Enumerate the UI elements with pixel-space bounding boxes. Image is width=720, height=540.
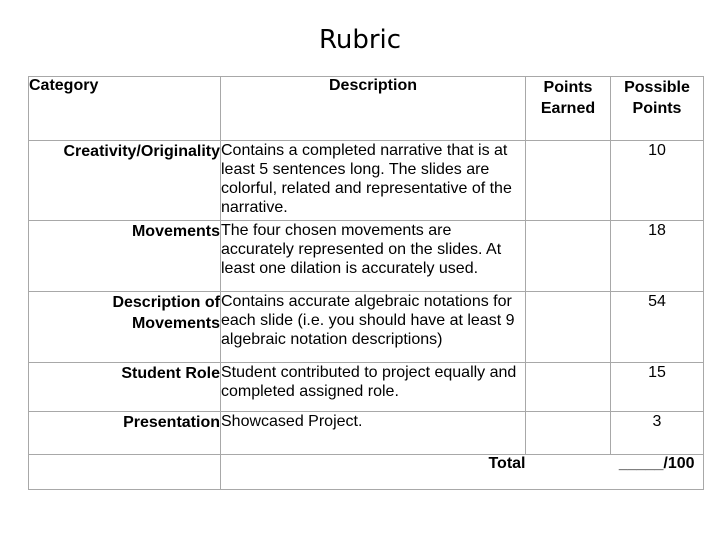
row-points-earned bbox=[526, 412, 611, 455]
row-category-line1: Movements bbox=[131, 223, 220, 240]
header-points-earned-line2: Earned bbox=[540, 100, 596, 117]
header-description-label: Description bbox=[328, 77, 417, 94]
table-row bbox=[29, 221, 704, 292]
header-description bbox=[221, 77, 526, 141]
header-row bbox=[29, 77, 704, 141]
row-points-earned bbox=[526, 363, 611, 412]
total-row-blank-earned bbox=[526, 455, 611, 490]
row-possible-points bbox=[611, 141, 704, 221]
row-possible-points-value: 54 bbox=[648, 293, 666, 310]
row-possible-points-value: 18 bbox=[648, 222, 666, 239]
row-category-line1: Presentation bbox=[123, 414, 220, 431]
row-possible-points bbox=[611, 412, 704, 455]
header-points-earned bbox=[526, 77, 611, 141]
row-description: Student contributed to project equally and completed assigned role. bbox=[221, 363, 526, 412]
page-title: Rubric bbox=[318, 25, 402, 55]
total-label: Total bbox=[221, 455, 526, 490]
row-category-line1: Description of bbox=[112, 294, 220, 311]
row-description: Showcased Project. bbox=[221, 412, 526, 455]
total-row-blank-category bbox=[29, 455, 221, 490]
row-points-earned bbox=[526, 292, 611, 363]
row-category-line1: Student Role bbox=[121, 365, 220, 382]
row-description: Contains accurate algebraic notations for each slide (i.e. you should have at least 9 algebraic notation descriptions) bbox=[221, 292, 526, 363]
rubric-table bbox=[28, 76, 704, 490]
row-points-earned bbox=[526, 141, 611, 221]
row-category bbox=[29, 363, 221, 412]
row-description: The four chosen movements are accurately represented on the slides. At least one dilation is accurately used. bbox=[221, 221, 526, 292]
table-row bbox=[29, 412, 704, 455]
header-category bbox=[29, 77, 221, 141]
row-category-line2: Movements bbox=[131, 315, 220, 332]
row-category-line1: Creativity/Originality bbox=[63, 143, 220, 160]
row-points-earned bbox=[526, 221, 611, 292]
table-row bbox=[29, 141, 704, 221]
table-row bbox=[29, 363, 704, 412]
row-category bbox=[29, 221, 221, 292]
row-possible-points bbox=[611, 292, 704, 363]
header-points-earned-line1: Points bbox=[543, 79, 593, 96]
row-category bbox=[29, 292, 221, 363]
row-possible-points-value: 10 bbox=[648, 142, 666, 159]
header-possible-points bbox=[611, 77, 704, 141]
row-possible-points bbox=[611, 221, 704, 292]
header-possible-points-line2: Points bbox=[632, 100, 682, 117]
row-description: Contains a completed narrative that is at least 5 sentences long. The slides are colorful, related and representative of the narrative. bbox=[221, 141, 526, 221]
row-possible-points-value: 15 bbox=[648, 364, 666, 381]
table-row bbox=[29, 292, 704, 363]
row-category bbox=[29, 141, 221, 221]
row-possible-points bbox=[611, 363, 704, 412]
row-possible-points-value: 3 bbox=[652, 413, 662, 430]
row-category bbox=[29, 412, 221, 455]
header-possible-points-line1: Possible bbox=[624, 79, 690, 96]
total-row bbox=[29, 455, 704, 490]
total-value: _____/100 bbox=[611, 455, 704, 490]
header-category-label: Category bbox=[29, 77, 99, 94]
